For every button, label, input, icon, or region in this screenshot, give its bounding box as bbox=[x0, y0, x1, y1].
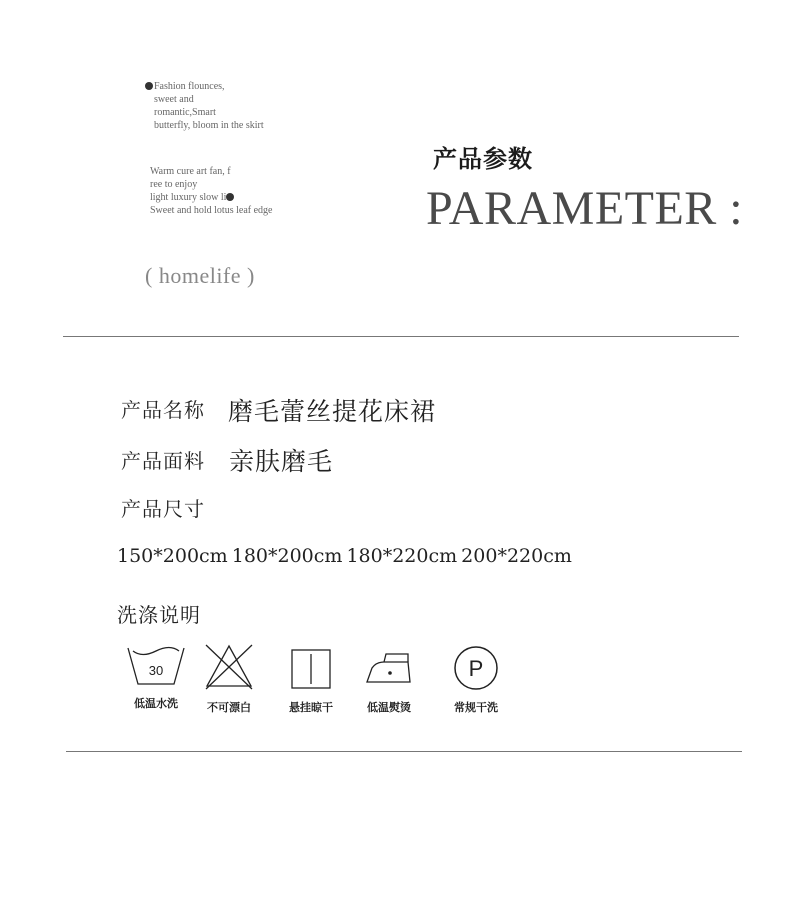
care-label: 常规干洗 bbox=[454, 701, 498, 714]
product-size-label: 产品尺寸 bbox=[121, 497, 205, 521]
care-item-no-bleach bbox=[199, 642, 259, 715]
intro-paragraph-2 bbox=[150, 165, 290, 217]
page-title-en: PARAMETER : bbox=[426, 182, 744, 235]
intro-line: sweet and bbox=[154, 94, 194, 105]
intro-line: ree to enjoy bbox=[150, 179, 198, 190]
care-label: 不可漂白 bbox=[207, 701, 251, 714]
intro-line: Sweet and hold lotus leaf edge bbox=[150, 205, 273, 216]
intro-line: Warm cure art fan, f bbox=[150, 166, 231, 177]
intro-line: butterfly, bloom in the skirt bbox=[154, 120, 264, 131]
care-label: 低温水洗 bbox=[134, 697, 178, 710]
intro-paragraph-1 bbox=[150, 80, 290, 132]
product-sizes: 150*200cm 180*200cm 180*220cm 200*220cm bbox=[117, 545, 572, 567]
page-title-cn: 产品参数 bbox=[433, 145, 533, 173]
care-item-hang-dry bbox=[281, 642, 341, 715]
product-fabric-label: 产品面料 bbox=[121, 449, 205, 473]
bullet-dot-icon bbox=[226, 193, 234, 201]
product-fabric-value: 亲肤磨毛 bbox=[229, 447, 334, 476]
divider-bottom bbox=[66, 751, 742, 752]
dry-clean-p-icon bbox=[451, 642, 501, 690]
care-label: 悬挂晾干 bbox=[289, 701, 333, 714]
care-title: 洗涤说明 bbox=[117, 603, 201, 627]
intro-line: Fashion flounces, bbox=[154, 81, 225, 92]
care-item-wash bbox=[120, 642, 192, 711]
intro-line: light luxury slow li bbox=[150, 192, 227, 203]
divider-top bbox=[63, 336, 739, 337]
product-name-label: 产品名称 bbox=[121, 398, 205, 422]
care-item-low-iron bbox=[356, 642, 422, 715]
hang-dry-icon bbox=[289, 642, 333, 690]
homelife-caption: ( homelife ) bbox=[145, 263, 255, 288]
wash-30-icon bbox=[124, 642, 188, 686]
intro-line: romantic,Smart bbox=[154, 107, 216, 118]
product-name-value: 磨毛蕾丝提花床裙 bbox=[228, 397, 437, 426]
care-item-dry-clean bbox=[443, 642, 509, 715]
care-label: 低温熨烫 bbox=[367, 701, 411, 714]
wash-temperature: 30 bbox=[148, 663, 164, 678]
low-iron-icon bbox=[364, 642, 414, 690]
bullet-dot-icon bbox=[145, 82, 153, 90]
dry-clean-letter: P bbox=[468, 656, 484, 681]
no-bleach-icon bbox=[203, 642, 255, 690]
